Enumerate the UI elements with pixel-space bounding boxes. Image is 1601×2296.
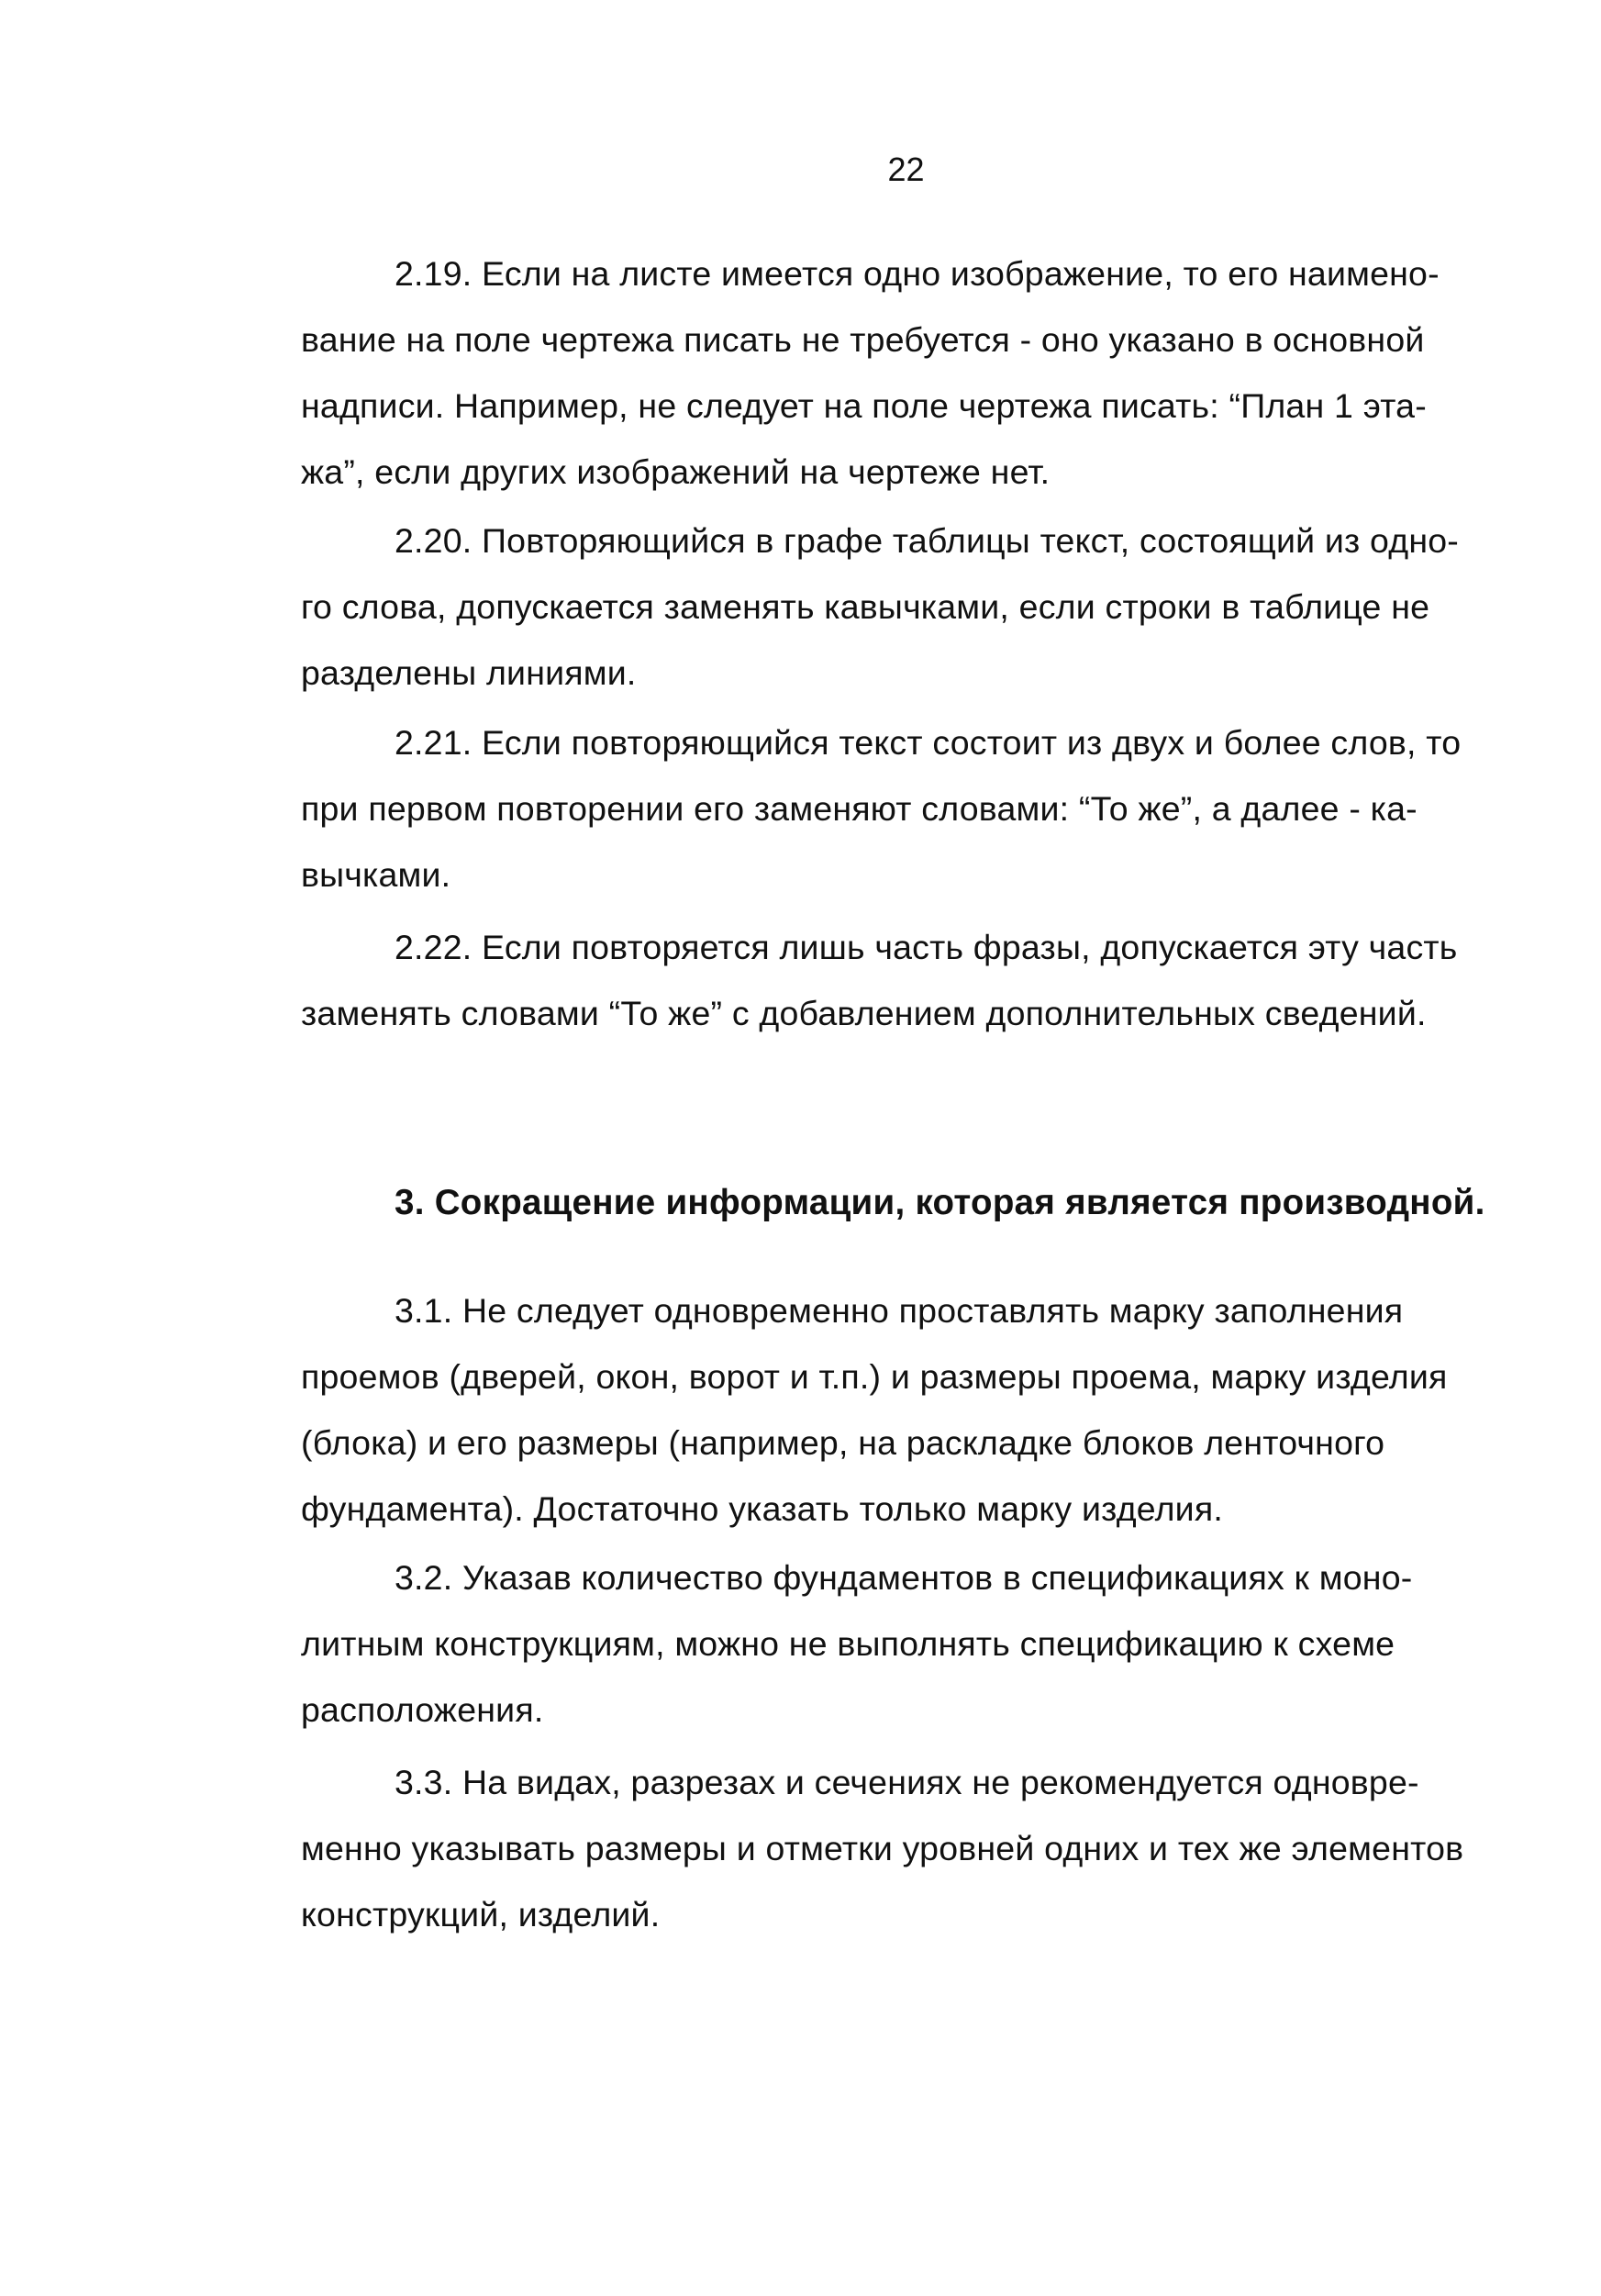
paragraph-3-2 [301, 1544, 1512, 1743]
paragraph-line: при первом повторении его заменяют словами: “То же”, а далее - ка- [301, 789, 1418, 828]
paragraph-line: расположения. [301, 1690, 544, 1729]
paragraph-2-21 [301, 709, 1512, 908]
paragraph-line: разделены линиями. [301, 653, 637, 692]
paragraph-2-22 [301, 914, 1512, 1046]
paragraph-line: го слова, допускается заменять кавычками, если строки в таблице не [301, 587, 1430, 626]
paragraph-line: 3.2. Указав количество фундаментов в спецификациях к моно- [395, 1558, 1413, 1597]
paragraph-line: 2.21. Если повторяющийся текст состоит из двух и более слов, то [395, 723, 1462, 762]
paragraph-line: вание на поле чертежа писать не требуется - оно указано в основной [301, 320, 1425, 359]
paragraph-3-3 [301, 1749, 1512, 1947]
page-number: 22 [887, 150, 925, 188]
paragraph-3-1 [301, 1277, 1512, 1542]
section-heading: 3. Сокращение информации, которая является производной. [395, 1183, 1485, 1222]
paragraph-line: жа”, если других изображений на чертеже нет. [301, 452, 1051, 491]
paragraph-line: вычками. [301, 855, 451, 894]
paragraph-line: проемов (дверей, окон, ворот и т.п.) и размеры проема, марку изделия [301, 1357, 1448, 1396]
paragraph-line: 2.20. Повторяющийся в графе таблицы текст, состоящий из одно- [395, 521, 1459, 560]
paragraph-2-20 [301, 507, 1512, 706]
paragraph-line: конструкций, изделий. [301, 1895, 661, 1934]
paragraph-line: фундамента). Достаточно указать только марку изделия. [301, 1489, 1223, 1528]
paragraph-line: заменять словами “То же” с добавлением дополнительных сведений. [301, 994, 1427, 1032]
paragraph-line: (блока) и его размеры (например, на раскладке блоков ленточного [301, 1423, 1385, 1462]
paragraph-line: 3.3. На видах, разрезах и сечениях не рекомендуется одновре- [395, 1763, 1419, 1801]
paragraph-2-19 [301, 240, 1512, 505]
paragraph-line: надписи. Например, не следует на поле чертежа писать: “План 1 эта- [301, 386, 1427, 425]
paragraph-line: литным конструкциям, можно не выполнять спецификацию к схеме [301, 1624, 1395, 1663]
paragraph-line: 3.1. Не следует одновременно проставлять марку заполнения [395, 1291, 1404, 1330]
paragraph-line: 2.19. Если на листе имеется одно изображение, то его наимено- [395, 254, 1440, 293]
paragraph-line: 2.22. Если повторяется лишь часть фразы, допускается эту часть [395, 928, 1458, 966]
paragraph-line: менно указывать размеры и отметки уровней одних и тех же элементов [301, 1829, 1464, 1867]
